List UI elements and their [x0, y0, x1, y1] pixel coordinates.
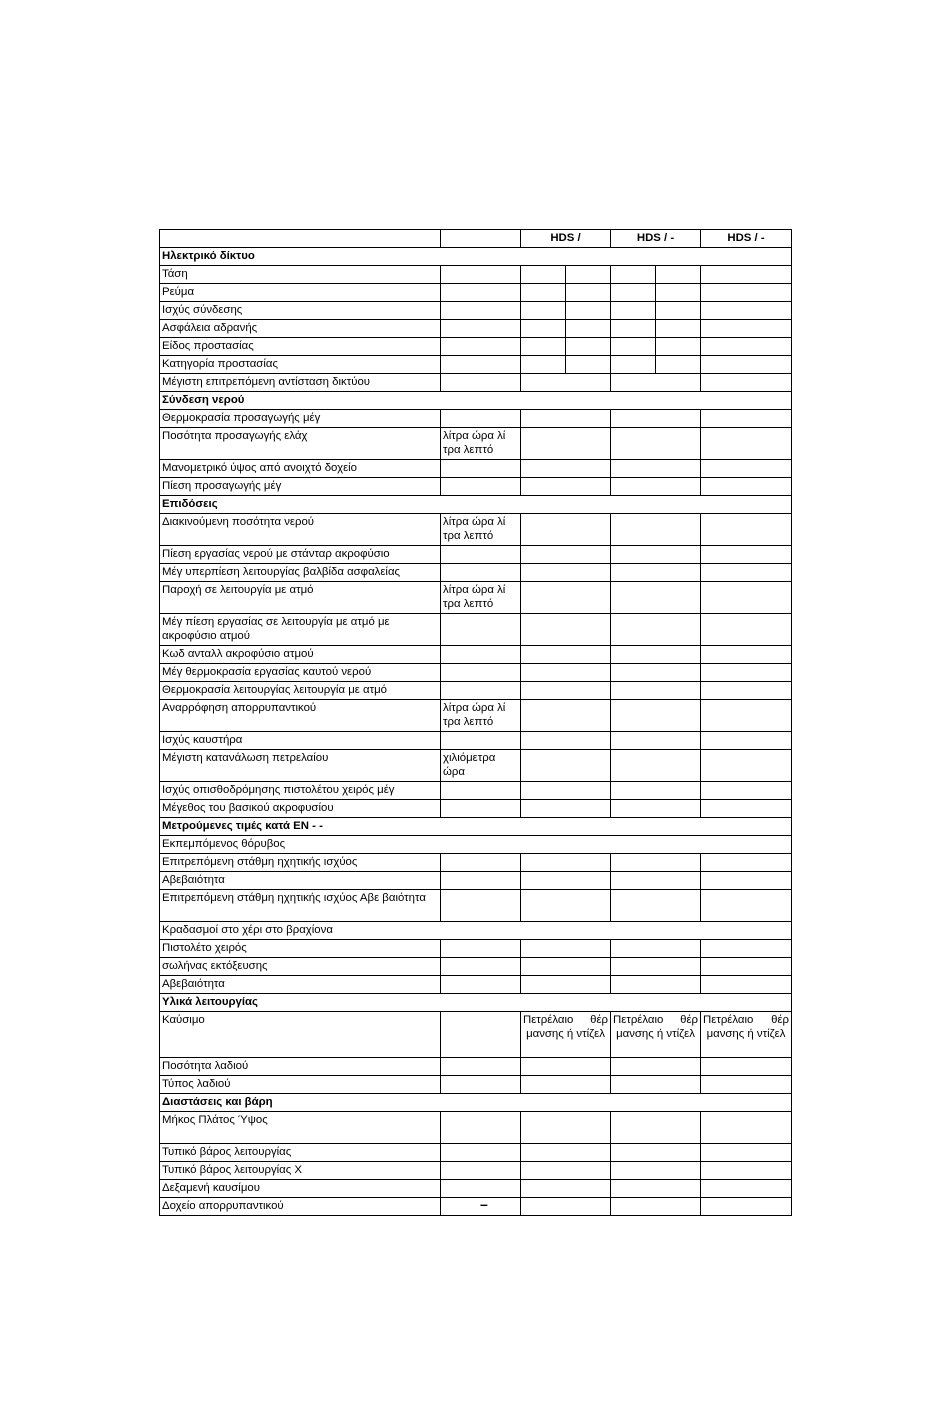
table-row: [160, 732, 792, 750]
table-row: [160, 1162, 792, 1180]
table-row: [160, 374, 792, 392]
row-label: Πίεση εργασίας νερού με στάνταρ ακροφύσιο: [160, 546, 441, 564]
table-row: [160, 478, 792, 496]
row-label: Τύπος λαδιού: [160, 1076, 441, 1094]
table-row: [160, 958, 792, 976]
row-label: Ισχύς καυστήρα: [160, 732, 441, 750]
table-row: [160, 1180, 792, 1198]
table-row: [160, 800, 792, 818]
table-row: [160, 356, 792, 374]
table-row: [160, 940, 792, 958]
row-label: Τάση: [160, 266, 441, 284]
table-row: [160, 428, 792, 460]
row-label: Ποσότητα λαδιού: [160, 1058, 441, 1076]
header-model-a: HDS /: [521, 230, 611, 248]
row-label: Δεξαμενή καυσίμου: [160, 1180, 441, 1198]
section-title-consumables: Υλικά λειτουργίας: [160, 994, 792, 1012]
header-model-b: HDS / -: [611, 230, 701, 248]
table-row: [160, 700, 792, 732]
row-label: Επιτρεπόμενη στάθμη ηχητικής ισχύος Αβε βαιότητα: [160, 890, 441, 922]
row-label: Δοχείο απορρυπαντικού: [160, 1198, 441, 1216]
section-row: [160, 994, 792, 1012]
table-row: [160, 872, 792, 890]
row-label: σωλήνας εκτόξευσης: [160, 958, 441, 976]
row-label: Ποσότητα προσαγωγής ελάχ: [160, 428, 441, 460]
row-label: Τυπικό βάρος λειτουργίας X: [160, 1162, 441, 1180]
table-row: [160, 582, 792, 614]
table-row: [160, 646, 792, 664]
section-row: [160, 248, 792, 266]
row-label: Αβεβαιότητα: [160, 872, 441, 890]
table-row: [160, 1058, 792, 1076]
unit-label: λίτρα ώρα λί τρα λεπτό: [441, 428, 521, 460]
table-row: [160, 320, 792, 338]
table-row: [160, 514, 792, 546]
row-label: Παροχή σε λειτουργία με ατμό: [160, 582, 441, 614]
table-row: [160, 782, 792, 800]
row-label: Είδος προστασίας: [160, 338, 441, 356]
unit-label: λίτρα ώρα λί τρα λεπτό: [441, 582, 521, 614]
row-label: Μήκος Πλάτος Ύψος: [160, 1112, 441, 1144]
row-label: Ισχύς σύνδεσης: [160, 302, 441, 320]
row-label: Ισχύς οπισθοδρόμησης πιστολέτου χειρός μέγ: [160, 782, 441, 800]
row-label: Καύσιμο: [160, 1012, 441, 1058]
table-row: [160, 1076, 792, 1094]
row-label: Ασφάλεια αδρανής: [160, 320, 441, 338]
table-row: [160, 976, 792, 994]
unit-label: λίτρα ώρα λί τρα λεπτό: [441, 700, 521, 732]
table-row: [160, 1144, 792, 1162]
technical-data-table: [159, 229, 792, 1216]
row-label: Κραδασμοί στο χέρι στο βραχίονα: [160, 922, 792, 940]
table-header-row: [160, 230, 792, 248]
row-label: Θερμοκρασία προσαγωγής μέγ: [160, 410, 441, 428]
header-label-cell: [160, 230, 441, 248]
table-row: [160, 664, 792, 682]
table-row: [160, 284, 792, 302]
row-label: Κωδ ανταλλ ακροφύσιο ατμού: [160, 646, 441, 664]
section-row: [160, 496, 792, 514]
row-label: Μέγ θερμοκρασία εργασίας καυτού νερού: [160, 664, 441, 682]
table-row: [160, 750, 792, 782]
table-row: [160, 1012, 792, 1058]
table-row: [160, 922, 792, 940]
row-label: Αβεβαιότητα: [160, 976, 441, 994]
section-title-dimensions: Διαστάσεις και βάρη: [160, 1094, 792, 1112]
row-label: Μέγιστη επιτρεπόμενη αντίσταση δικτύου: [160, 374, 441, 392]
row-label: Ρεύμα: [160, 284, 441, 302]
table-row: [160, 1198, 792, 1216]
table-row: [160, 614, 792, 646]
page-number-mark: –: [480, 1196, 488, 1212]
row-label: Πιστολέτο χειρός: [160, 940, 441, 958]
header-unit-cell: [441, 230, 521, 248]
table-row: [160, 890, 792, 922]
section-row: [160, 818, 792, 836]
fuel-value-a: Πετρέλαιο θέρ μανσης ή ντίζελ: [521, 1012, 611, 1058]
table-row: [160, 410, 792, 428]
table-row: [160, 682, 792, 700]
table-row: [160, 266, 792, 284]
row-label: Μέγιστη κατανάλωση πετρελαίου: [160, 750, 441, 782]
row-label: Κατηγορία προστασίας: [160, 356, 441, 374]
section-title-measured: Μετρούμενες τιμές κατά EN - -: [160, 818, 792, 836]
fuel-value-b: Πετρέλαιο θέρ μανσης ή ντίζελ: [611, 1012, 701, 1058]
section-title-water: Σύνδεση νερού: [160, 392, 792, 410]
unit-label: χιλιόμετρα ώρα: [441, 750, 521, 782]
table-row: [160, 1112, 792, 1144]
row-label: Τυπικό βάρος λειτουργίας: [160, 1144, 441, 1162]
unit-label: λίτρα ώρα λί τρα λεπτό: [441, 514, 521, 546]
section-title-electric: Ηλεκτρικό δίκτυο: [160, 248, 792, 266]
table-row: [160, 854, 792, 872]
table-row: [160, 564, 792, 582]
row-label: Αναρρόφηση απορρυπαντικού: [160, 700, 441, 732]
row-label: Διακινούμενη ποσότητα νερού: [160, 514, 441, 546]
row-label: Μέγ υπερπίεση λειτουργίας βαλβίδα ασφαλείας: [160, 564, 441, 582]
header-model-c: HDS / -: [701, 230, 792, 248]
row-label: Επιτρεπόμενη στάθμη ηχητικής ισχύος: [160, 854, 441, 872]
row-label: Μέγεθος του βασικού ακροφυσίου: [160, 800, 441, 818]
table-row: [160, 546, 792, 564]
table-row: [160, 836, 792, 854]
row-label: Μέγ πίεση εργασίας σε λειτουργία με ατμό με ακροφύσιο ατμού: [160, 614, 441, 646]
section-row: [160, 392, 792, 410]
fuel-value-c: Πετρέλαιο θέρ μανσης ή ντίζελ: [701, 1012, 792, 1058]
section-row: [160, 1094, 792, 1112]
row-label: Θερμοκρασία λειτουργίας λειτουργία με ατμό: [160, 682, 441, 700]
row-label: Μανομετρικό ύψος από ανοιχτό δοχείο: [160, 460, 441, 478]
row-label: Πίεση προσαγωγής μέγ: [160, 478, 441, 496]
section-title-performance: Επιδόσεις: [160, 496, 792, 514]
table-row: [160, 338, 792, 356]
table-row: [160, 460, 792, 478]
row-label: Εκπεμπόμενος θόρυβος: [160, 836, 792, 854]
table-row: [160, 302, 792, 320]
